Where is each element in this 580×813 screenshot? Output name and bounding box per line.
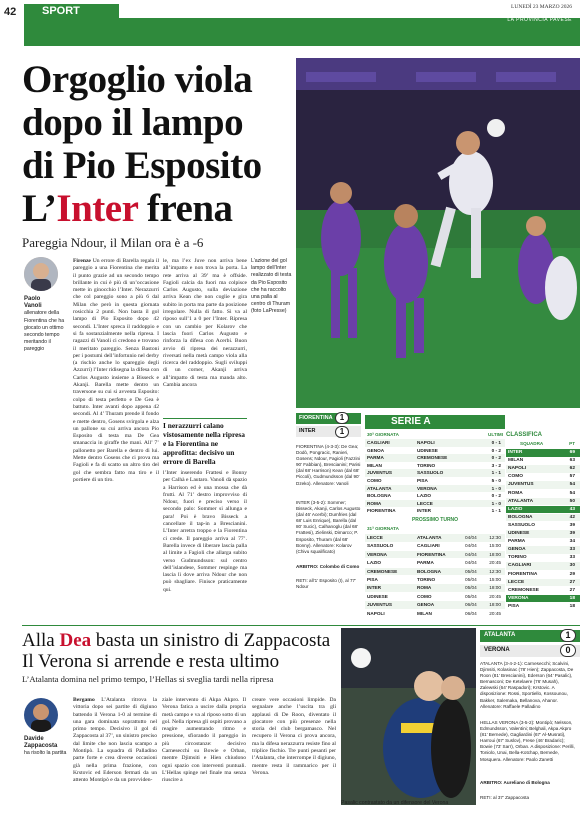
standings-team: UDINESE bbox=[508, 531, 530, 536]
result-home: BOLOGNA bbox=[367, 493, 391, 499]
section-label: SPORT bbox=[42, 5, 80, 17]
next-home: LECCE bbox=[367, 535, 383, 540]
next-home: LAZIO bbox=[367, 560, 382, 566]
next-match-row bbox=[365, 584, 505, 592]
next-date: 04/04 bbox=[465, 543, 477, 549]
next-date: 05/04 bbox=[465, 593, 477, 599]
photo2-caption: Pasalic contrastato da un difensore del Verona bbox=[341, 800, 449, 806]
next-date: 05/04 bbox=[465, 568, 477, 574]
standings-row bbox=[506, 571, 580, 579]
result-row bbox=[365, 462, 505, 470]
result-home: MILAN bbox=[367, 462, 382, 468]
result-score: 5 - 0 bbox=[491, 478, 501, 483]
result-away: CREMONESE bbox=[417, 455, 448, 461]
next-date: 04/04 bbox=[465, 535, 477, 540]
headline-line-2: dopo il lampo bbox=[22, 101, 244, 144]
result-home: COMO bbox=[367, 478, 382, 483]
next-match-row bbox=[365, 559, 505, 567]
article1-col2: le, ma l’ex Juve non arriva bene all’impatto e non trova la porta. La rete arriva al 39’ ma è offside. Fagioli calcia da fuori ma colpisce Carlos Augusto, sulla deviazione arriva Kean che non coglie e gira subito in porta ma parte da posizione irregolare. Nulla di fatto. Si va al riposo sull’1 a 0 per l’Inter. Ripresa con un cambio per Kolarov che lascia fuori Carlos Augusto e rinforza la difesa con Acerbi. Buon avvio di ripresa dei nerazzurri, riversati nella metà campo viola alla ricerca del raddoppio. Sugli sviluppi di un corner, Akanji arriva all’impatto di testa ma manda alto. Cambia ancora bbox=[163, 258, 247, 389]
article1-col1 bbox=[73, 258, 159, 613]
standings-team: PISA bbox=[508, 603, 520, 609]
standings-row bbox=[506, 514, 580, 522]
avatar-vanoli bbox=[24, 257, 58, 291]
match2-home-team: ATALANTA bbox=[484, 632, 516, 638]
result-away: INTER bbox=[417, 508, 432, 514]
article1-subhead: Pareggia Ndour, il Milan ora è a -6 bbox=[22, 235, 204, 250]
page-number: 42 bbox=[4, 6, 17, 18]
standings-row bbox=[506, 554, 580, 562]
standings-title: CLASSIFICA bbox=[506, 432, 542, 438]
match1-scorebox bbox=[296, 413, 361, 437]
match1-referee: ARBITRO: Colombo di Como bbox=[296, 564, 360, 569]
standings-points: 69 bbox=[569, 450, 575, 455]
next-home: SASSUOLO bbox=[367, 543, 394, 549]
result-row bbox=[365, 447, 505, 455]
standings-team: TORINO bbox=[508, 555, 527, 561]
article1-col3: l’Inter inserendo Frattesi e Bonny per Calhà e Lautaro. Vanoli dà spazio a Harrison ed è una mossa che dà frutti. Al 71’ destro improvviso di Ndour, fuori e preciso verso il secondo palo: Sommer si allunga e para! Poi è bravo Bisseck a cancellare il tap-in a Brescianini. L’Inter arretra troppo e la Fiorentina ci crede. Il pareggio arriva al 77’. Barella invece di liberare lascia palla al limite a Fagioli che allarga subito verso Gudmundsson: sul centro dell’islandese, Sommer respinge ma lascia lì dove arriva Ndour che non può sbagliare. Finisce praticamente qui. bbox=[163, 470, 247, 593]
next-home: UDINESE bbox=[367, 593, 388, 599]
next-date: 04/04 bbox=[465, 551, 477, 557]
standings-points: 27 bbox=[569, 587, 575, 593]
author2-caption-block bbox=[24, 736, 68, 758]
standings-team: MILAN bbox=[508, 458, 524, 464]
next-away: PARMA bbox=[417, 560, 434, 566]
next-match-row bbox=[365, 610, 505, 618]
next-time: 20:45 bbox=[489, 560, 501, 566]
result-home: ATALANTA bbox=[367, 485, 392, 491]
avatar2-illustration bbox=[24, 698, 58, 732]
standings-team: CAGLIARI bbox=[508, 563, 532, 569]
standings-points: 63 bbox=[569, 458, 575, 464]
match2-away-lineup: HELLAS VERONA (3-5-2): Montipò; Nelsson, Edmundsson, Valentini; Belghali, Akpa Akpro (81’ Bernede), Gagliardini (67’ Al-Musrati), Harroui (67’ Suslov), Frese (46’ Bradaric); Bowie (73’ Sarr), Orban. A disposizione: Perilli, Toniolo, Unai, Bella-Kotchap, Bernede, Mosquera. Allenatore: Paolo Zanetti bbox=[480, 720, 575, 762]
next-match-row bbox=[365, 551, 505, 559]
next-time: 15:00 bbox=[489, 577, 501, 582]
next-time: 18:00 bbox=[489, 602, 501, 608]
standings-row bbox=[506, 498, 580, 506]
standings-points: 57 bbox=[569, 474, 575, 480]
standings-row bbox=[506, 595, 580, 603]
match1-away-score: 1 bbox=[335, 426, 349, 438]
match-photo-fiorentina-inter bbox=[296, 58, 580, 408]
article2-col1 bbox=[73, 697, 157, 809]
headline-line-1: Orgoglio viola bbox=[22, 58, 253, 101]
standings-points: 18 bbox=[569, 595, 575, 601]
match1-home-lineup: FIORENTINA (4-3-3): De Gea; Dodò, Pongracic, Ranieri, Gosens; Ndour, Fagioli (Fazzini 90’ Fabbian), Brescianini; Parisi (dal 68’ Harrison) Kean (dal 68’ Piccoli), Gudmundsson (dal 90’ Dzeko). Allenatore: Vanoli bbox=[296, 444, 361, 486]
next-away: ROMA bbox=[417, 585, 432, 591]
standings-team: GENOA bbox=[508, 547, 526, 553]
match2-away-team: VERONA bbox=[484, 647, 510, 653]
standings-row bbox=[506, 506, 580, 514]
standings-points: 34 bbox=[569, 539, 575, 545]
match2-away-score: 0 bbox=[560, 644, 576, 657]
next-away: COMO bbox=[417, 593, 432, 599]
headline2-line-2: Il Verona si arrende e resta ultimo bbox=[22, 651, 280, 672]
next-home: NAPOLI bbox=[367, 610, 385, 616]
next-away: GENOA bbox=[417, 602, 435, 608]
standings-team: LAZIO bbox=[508, 506, 523, 512]
result-away: TORINO bbox=[417, 462, 436, 468]
standings-points: 27 bbox=[569, 579, 575, 585]
match2-goals: RETI: al 37’ Zappacosta bbox=[480, 795, 530, 800]
standings-header bbox=[506, 441, 580, 448]
next-round-label: 31ª GIORNATA bbox=[367, 526, 399, 531]
standings-row bbox=[506, 562, 580, 570]
next-away: MILAN bbox=[417, 610, 432, 616]
result-row bbox=[365, 500, 505, 508]
next-match-row bbox=[365, 534, 505, 542]
next-home: PISA bbox=[367, 577, 378, 582]
article1-pullquote: I nerazzurri calano vistosamente nella ripresa e la Fiorentina ne approfitta: decisivo un errore di Barella bbox=[163, 421, 245, 466]
article1-col1-text: Un errore di Barella regala il pareggio a una Fiorentina che merita il punto grazie ad un secondo tempo brillante in cui è più di un’occasione mette in ginocchio l’Inter. Nerazzurri che col pareggio sono a più 6 dal Milan che però in questa giornata rosicchia 2 punti. Non basta il gol lampo di Pio Esposito dopo 42 secondi. L’Inter spreca il raddoppio e si fa sostanzialmente nella ripresa. I ragazzi di Vanoli ci credono e trovano il meritato pareggio. Senza Bastoni per i postumi dell’infortunio nel derby (a rischio anche lo spareggio degli Azzurri) l’Inter ridisegna la difesa con Carlos Augusto insieme a Bisseck e Akanji. Barella mette dentro un traversone su cui si avventa Esposito: colpo di testa perfetto e De Gea è battuto. Inter avanti dopo appena 42 secondi. Al 4’ Thuram prende il fondo e mette dentro, Gosens svirgola e alza un pallone su cui arriva ancora Pio Esposito di testa ma De Gea smanaccia in giraffe the mani. All’ 7’ pallonetto per Barella e dentro di lui. Mette dentro Gosens che ci prova ma Fagioli e fa di scatto un altro tiro del gol che sembra fatto ma tiro e il portiere di un tiro. bbox=[73, 258, 159, 483]
next-home: JUVENTUS bbox=[367, 602, 393, 608]
photo1-caption: L’azione del gol lampo dell’Inter realizzato di testa da Pio Esposito che ha raccolto una palla al centro di Thuram (foto LaPresse) bbox=[251, 258, 292, 315]
standings-team: LECCE bbox=[508, 579, 525, 585]
standings-row bbox=[506, 579, 580, 587]
next-date: 05/04 bbox=[465, 585, 477, 591]
standings-team: VERONA bbox=[508, 595, 529, 601]
result-away: NAPOLI bbox=[417, 440, 435, 445]
standings-row bbox=[506, 522, 580, 530]
match2-home-lineup: ATALANTA (3-4-2-1): Carnesecchi; Scalvini, Djimsiti, Kolasinac (78’ Hien); Zappacosta, De Roon (81’ Brescianini), Ederson (64’ Pasalic), Bernasconi; De Ketelaere (76’ Musah), Zalewski (64’ Raspadori); Krstovic. A disposizione: Rossi, Sportiello, Kossounou, Bakker, Salemaka, Bellanova, Ahanor. Allenatore: Raffaele Palladino bbox=[480, 661, 574, 709]
standings-points: 54 bbox=[569, 490, 575, 496]
result-row bbox=[365, 485, 505, 493]
standings-row bbox=[506, 530, 580, 538]
avatar-zappacosta bbox=[24, 698, 58, 732]
headline-line-3: di Pio Esposito bbox=[22, 144, 262, 187]
result-home: PARMA bbox=[367, 455, 384, 461]
quote-rule bbox=[163, 418, 247, 419]
next-away: CAGLIARI bbox=[417, 543, 440, 549]
next-match-row bbox=[365, 542, 505, 550]
headline2-dea: Dea bbox=[59, 630, 92, 651]
result-home: GENOA bbox=[367, 447, 385, 453]
standings-team: CREMONESE bbox=[508, 587, 539, 593]
headline-frena: frena bbox=[137, 187, 233, 230]
author1-caption-block bbox=[24, 296, 66, 354]
standings-points: 29 bbox=[569, 571, 575, 577]
headline2-alla: Alla bbox=[22, 630, 60, 651]
match2-home-score: 1 bbox=[560, 629, 576, 642]
headline2-line-1 bbox=[22, 630, 362, 651]
result-row bbox=[365, 492, 505, 500]
standings-points: 30 bbox=[569, 563, 575, 569]
standings-team: COMO bbox=[508, 474, 523, 480]
result-home: JUVENTUS bbox=[367, 470, 393, 476]
serie-a-header: SERIE A bbox=[365, 415, 505, 429]
standings-team: ROMA bbox=[508, 490, 523, 496]
result-row bbox=[365, 469, 505, 477]
standings-team: INTER bbox=[508, 450, 523, 455]
next-match-row bbox=[365, 576, 505, 584]
result-score: 0 - 2 bbox=[491, 455, 501, 461]
standings-row bbox=[506, 603, 580, 611]
author2-name: Davide bbox=[24, 736, 44, 742]
round-label: 30ª GIORNATA bbox=[367, 432, 399, 437]
next-away: ATALANTA bbox=[417, 535, 442, 540]
result-score: 1 - 0 bbox=[491, 500, 501, 506]
headline-inter: Inter bbox=[56, 187, 138, 230]
photo-illustration bbox=[296, 58, 580, 408]
author2-caption: ha risolto la partita bbox=[24, 750, 67, 757]
standings-points: 43 bbox=[569, 506, 575, 512]
round-score-label: ULTIMI bbox=[488, 432, 503, 437]
standings-team: FIORENTINA bbox=[508, 571, 538, 577]
paper-name: LA PROVINCIA PAVESE bbox=[507, 17, 572, 23]
result-away: LAZIO bbox=[417, 493, 432, 499]
standings-points: 33 bbox=[569, 547, 575, 553]
standings-team: ATALANTA bbox=[508, 498, 534, 504]
section-divider bbox=[22, 625, 580, 626]
result-score: 3 - 2 bbox=[491, 462, 501, 468]
avatar-illustration bbox=[24, 257, 58, 291]
standings-row bbox=[506, 473, 580, 481]
match-photo-atalanta-verona bbox=[341, 628, 476, 805]
standings-row bbox=[506, 490, 580, 498]
standings-points: 54 bbox=[569, 482, 575, 488]
next-time: 18:00 bbox=[489, 551, 501, 557]
result-score: 1 - 0 bbox=[491, 485, 501, 491]
standings-team: NAPOLI bbox=[508, 466, 527, 472]
standings-points: 62 bbox=[569, 466, 575, 472]
author1-name: Paolo bbox=[24, 296, 41, 302]
standings-team: BOLOGNA bbox=[508, 514, 533, 520]
next-home: VERONA bbox=[367, 551, 388, 557]
author2-surname: Zappacosta bbox=[24, 743, 58, 750]
match1-away-team: INTER bbox=[299, 428, 316, 434]
standings-row bbox=[506, 481, 580, 489]
next-date: 04/04 bbox=[465, 560, 477, 566]
result-row bbox=[365, 439, 505, 447]
next-round-header: PROSSIMO TURNO bbox=[411, 517, 459, 523]
match1-home-score: 1 bbox=[335, 412, 349, 424]
article1-headline bbox=[22, 58, 292, 230]
result-away: VERONA bbox=[417, 485, 438, 491]
standings-points: 39 bbox=[569, 531, 575, 536]
next-match-row bbox=[365, 568, 505, 576]
result-away: LECCE bbox=[417, 500, 433, 506]
result-row bbox=[365, 454, 505, 462]
standings-team: JUVENTUS bbox=[508, 482, 534, 488]
result-away: PISA bbox=[417, 478, 428, 483]
result-score: 1 - 1 bbox=[491, 508, 501, 514]
result-score: 1 - 1 bbox=[491, 470, 501, 476]
result-home: CAGLIARI bbox=[367, 440, 390, 445]
result-row bbox=[365, 477, 505, 485]
result-away: UDINESE bbox=[417, 447, 438, 453]
article1-dateline: Firenze bbox=[73, 258, 91, 264]
dateline: LUNEDÌ 23 MARZO 2026 bbox=[511, 4, 572, 10]
match1-away-row bbox=[296, 426, 361, 437]
photo2-illustration bbox=[341, 628, 476, 805]
standings-points: 50 bbox=[569, 498, 575, 504]
headline-line-4 bbox=[22, 187, 292, 230]
result-home: FIORENTINA bbox=[367, 508, 396, 514]
result-score: 0 - 2 bbox=[491, 447, 501, 453]
next-match-row bbox=[365, 601, 505, 609]
article2-subhead: L’Atalanta domina nel primo tempo, l’Hellas si sveglia tardi nella ripresa bbox=[22, 674, 274, 684]
author1-surname: Vanoli bbox=[24, 303, 42, 310]
standings-row bbox=[506, 449, 580, 457]
standings-points: 33 bbox=[569, 555, 575, 561]
next-home: CREMONESE bbox=[367, 568, 398, 574]
standings-row bbox=[506, 538, 580, 546]
article2-headline bbox=[22, 630, 362, 672]
next-time: 20:45 bbox=[489, 593, 501, 599]
next-time: 12:30 bbox=[489, 535, 501, 540]
standings-team-col: SQUADRA bbox=[520, 441, 544, 446]
next-date: 06/04 bbox=[465, 602, 477, 608]
next-away: FIORENTINA bbox=[417, 551, 446, 557]
match1-home-row bbox=[296, 413, 361, 424]
next-date: 06/04 bbox=[465, 610, 477, 616]
standings-points: 18 bbox=[569, 603, 575, 609]
result-away: SASSUOLO bbox=[417, 470, 444, 476]
round-header bbox=[365, 431, 505, 438]
result-score: 0 - 1 bbox=[491, 440, 501, 445]
result-score: 0 - 2 bbox=[491, 493, 501, 499]
header-stripe bbox=[24, 18, 580, 46]
standings-points: 42 bbox=[569, 514, 575, 520]
article2-col2: ziale intervento di Akpa Akpro. Il Verona fatica a uscire dalla propria metà campo e va al riposo sotto di un gol. Nella ripresa gli ospiti provano a reagire aumentando ritmo e pressione, sfiorando il pareggio in più circostanze: decisivo Carnesecchi su Bowie e Orban, mentre Djimsiti e Hien chiudono ogni spazio con interventi puntuali. L’Hellas spinge nel finale ma senza riuscire a bbox=[162, 697, 246, 784]
headline-prefix: L’ bbox=[22, 187, 57, 230]
article2-col3: creare vere occasioni limpide. Da segnalare anche l’uscita tra gli applausi di De Roon, diventato il giocatore con più presenze nella storia del club bergamasco. Nel recupero il Verona ci prova ancora, ma la difesa nerazzurra resiste fino al triplice fischio. Tre punti pesanti per l’Atalanta, che interrompe il digiuno, mentre resta il rammarico per il Verona. bbox=[252, 697, 336, 776]
next-time: 18:00 bbox=[489, 585, 501, 591]
author1-caption: allenatore della Fiorentina che ha giocato un ottimo secondo tempo meritando il pareggio bbox=[24, 310, 65, 353]
next-home: INTER bbox=[367, 585, 382, 591]
standings-row bbox=[506, 587, 580, 595]
standings-points: 39 bbox=[569, 522, 575, 528]
match1-home-team: FIORENTINA bbox=[299, 415, 333, 421]
next-away: TORINO bbox=[417, 577, 436, 582]
standings-team: PARMA bbox=[508, 539, 526, 545]
result-row bbox=[365, 507, 505, 515]
match1-goals: RETI: all’1’ Esposito (I), al 77’ Ndour bbox=[296, 578, 356, 590]
headline2-rest: basta un sinistro di Zappacosta bbox=[91, 630, 331, 651]
standings-pts-col: PT bbox=[569, 441, 575, 446]
match1-away-lineup: INTER (3-5-2): Sommer; Bisseck, Akanji, Carlos Augusto (dal 46’ Acerbi); Dumfries (dal 68’ Luis Enrique), Barella (dal 80’ Sucic), Calhanoglu (dal 68’ Frattesi), Zielinski, Dimarco; P. Esposito, Thuram (dal 68’ Bonny). Allenatore: Kolarov (Chivu squalificato) bbox=[296, 500, 361, 554]
standings-team: SASSUOLO bbox=[508, 522, 535, 528]
standings-row bbox=[506, 457, 580, 465]
standings-row bbox=[506, 465, 580, 473]
article2-dateline: Bergamo bbox=[73, 697, 95, 703]
next-time: 12:30 bbox=[489, 568, 501, 574]
next-date: 05/04 bbox=[465, 577, 477, 582]
match2-referee: ARBITRO: Aureliano di Bologna bbox=[480, 780, 550, 785]
result-home: ROMA bbox=[367, 500, 382, 506]
next-away: BOLOGNA bbox=[417, 568, 441, 574]
article2-col1-text: L’Atalanta ritrova la vittoria dopo sei partite di digiuno battendo il Verona 1-0 al termine di una gara dominata soprattutto nel primo tempo. Decisivo il gol di Zappacosta al 37’, un sinistro preciso dal limite che non lascia scampo a Montipò. La squadra di Palladino parte forte e crea diverse occasioni già nella prima frazione, con Krstovic ed Ederson fermati da un attento Montipò e da un provviden- bbox=[73, 697, 157, 784]
next-time: 20:45 bbox=[489, 610, 501, 616]
standings-row bbox=[506, 546, 580, 554]
next-time: 15:00 bbox=[489, 543, 501, 549]
next-match-row bbox=[365, 593, 505, 601]
